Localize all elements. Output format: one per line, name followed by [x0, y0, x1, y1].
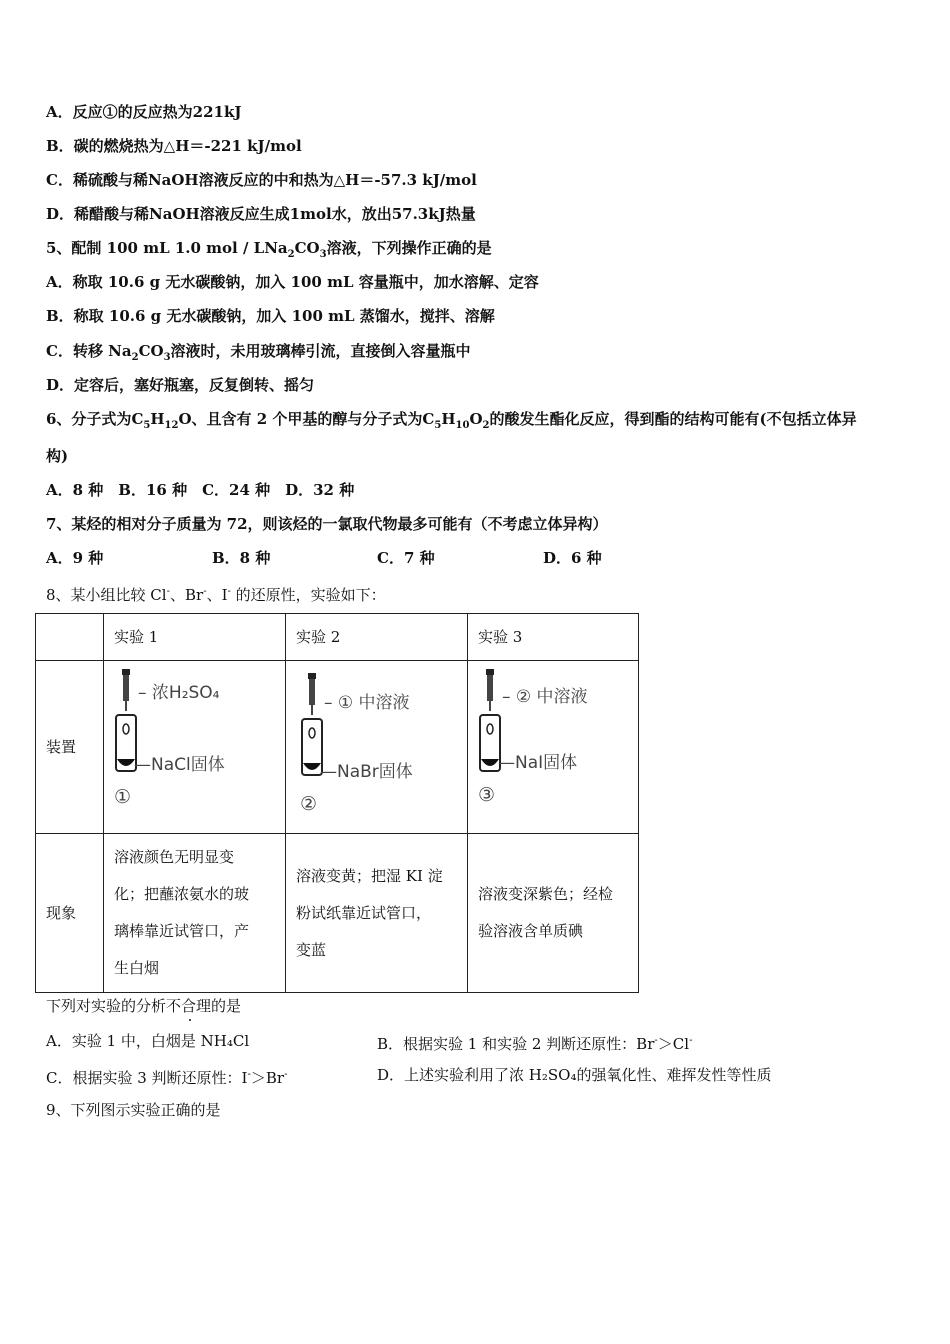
header-exp2: 实验 2 [286, 614, 468, 661]
q9-stem: 9、下列图示实验正确的是 [46, 1101, 221, 1119]
q8-option-c: C．根据实验 3 判断还原性：I-＞Br- [46, 1069, 288, 1087]
header-exp1: 实验 1 [104, 614, 286, 661]
apparatus-2-bottom-label: —NaBr固体 [320, 762, 413, 782]
q6-stem: 6、分子式为$C_5H_{12}O$、且含有 2 个甲基的醇与分子式为$C_5H_{10}O_2$的酸发生酯化反应，得到酯的结构可能有(不包括立体异 [46, 410, 857, 431]
apparatus-3-number: ③ [478, 784, 496, 806]
q5-option-d: D．定容后，塞好瓶塞，反复倒转、摇匀 [46, 376, 315, 394]
phenomenon-exp3: 溶液变深紫色；经检 验溶液含单质碘 [468, 834, 639, 993]
q5-option-a: A．称取 10.6 g 无水碳酸钠，加入 100 mL 容量瓶中，加水溶解、定容 [46, 273, 539, 291]
apparatus-3-top-label: – ② 中溶液 [502, 687, 588, 707]
q7-option-d: D．6 种 [543, 549, 602, 567]
q6-options: A．8 种 B．16 种 C．24 种 D．32 种 [46, 481, 355, 499]
q8-option-d: D．上述实验利用了浓 H₂SO₄的强氧化性、难挥发性等性质 [377, 1066, 772, 1084]
q6-stem-line2: 构) [46, 447, 69, 465]
apparatus-2-top-label: – ① 中溶液 [324, 693, 410, 713]
q5-option-b: B．称取 10.6 g 无水碳酸钠，加入 100 mL 蒸馏水，搅拌、溶解 [46, 307, 495, 325]
apparatus-3 [468, 661, 639, 834]
q8-stem: 8、某小组比较 Cl-、Br-、I- 的还原性，实验如下： [46, 586, 386, 604]
table-corner-cell [36, 614, 104, 661]
q7-option-b: B．8 种 [212, 549, 271, 567]
q4-option-d: D．稀醋酸与稀NaOH溶液反应生成1mol水，放出57.3kJ热量 [46, 205, 476, 223]
experiment-table [35, 613, 639, 993]
q8-analysis-prompt: 下列对实验的分析不合理的是 [46, 997, 242, 1015]
apparatus-1-bottom-label: —NaCl固体 [134, 755, 225, 775]
apparatus-1-top-label: – 浓H₂SO₄ [138, 683, 220, 703]
q5-option-c: C．转移 $Na_2CO_3$溶液时，未用玻璃棒引流，直接倒入容量瓶中 [46, 342, 471, 363]
row-label-device: 装置 [36, 661, 104, 834]
phenomenon-exp2: 溶液变黄；把湿 KI 淀 粉试纸靠近试管口， 变蓝 [286, 834, 468, 993]
apparatus-2 [286, 661, 468, 834]
phenomenon-exp1: 溶液颜色无明显变 化；把蘸浓氨水的玻 璃棒靠近试管口，产 生白烟 [104, 834, 286, 993]
table-row-phenomenon [36, 834, 639, 993]
apparatus-3-bottom-label: —NaI固体 [498, 753, 578, 773]
apparatus-2-number: ② [300, 793, 318, 815]
apparatus-1 [104, 661, 286, 834]
q7-stem: 7、某烃的相对分子质量为 72，则该烃的一氯取代物最多可能有（不考虑立体异构） [46, 515, 608, 533]
q8-option-b: B．根据实验 1 和实验 2 判断还原性：Br-＞Cl- [377, 1035, 693, 1053]
apparatus-1-number: ① [114, 786, 132, 808]
header-exp3: 实验 3 [468, 614, 639, 661]
q7-option-c: C．7 种 [377, 549, 435, 567]
table-row-device [36, 661, 639, 834]
q4-option-c: C．稀硫酸与稀NaOH溶液反应的中和热为△H＝-57.3 kJ/mol [46, 171, 477, 189]
row-label-phenomenon: 现象 [36, 834, 104, 993]
q7-option-a: A．9 种 [46, 549, 104, 567]
table-header-row [36, 614, 639, 661]
q8-option-a: A．实验 1 中，白烟是 NH₄Cl [46, 1032, 250, 1050]
q4-option-b: B．碳的燃烧热为△H＝-221 kJ/mol [46, 137, 302, 155]
q5-stem: 5、配制 100 mL 1.0 mol / $LNa_2CO_3$溶液，下列操作正确的是 [46, 239, 492, 260]
q4-option-a: A．反应①的反应热为221kJ [46, 103, 242, 121]
